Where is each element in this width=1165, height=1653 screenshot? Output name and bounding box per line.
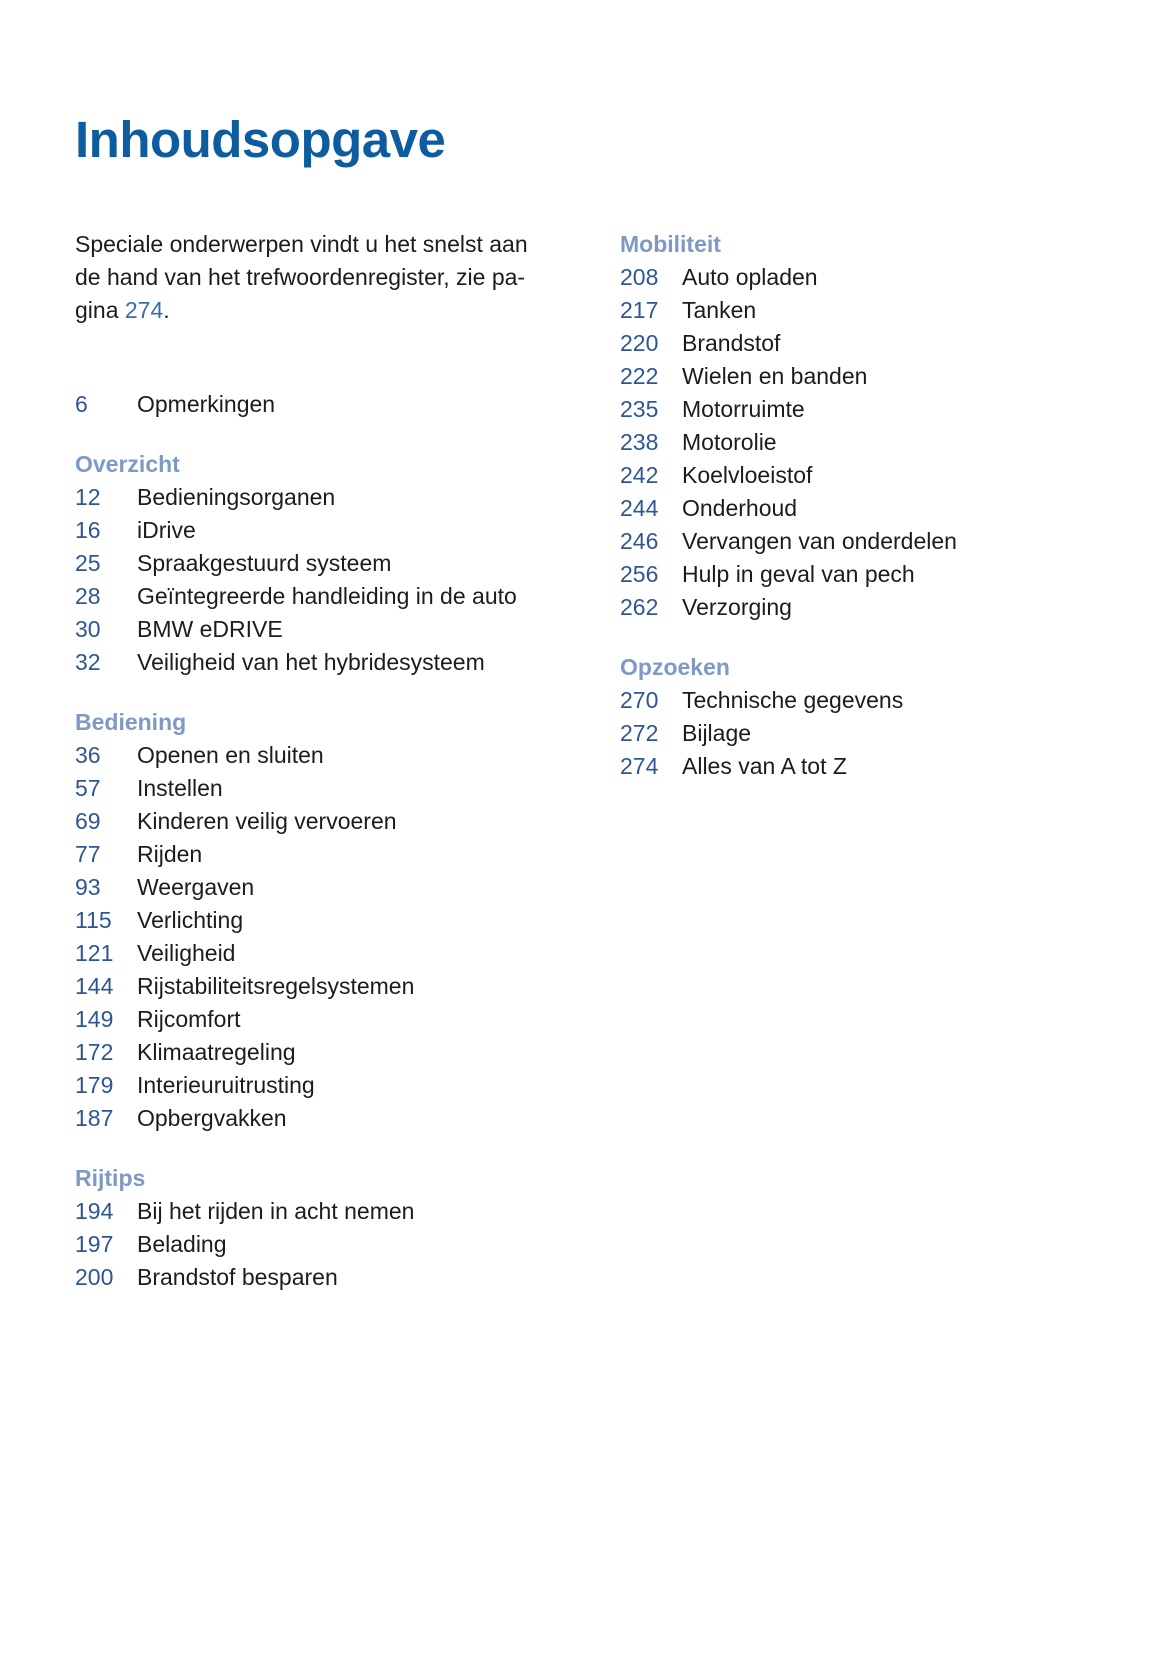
entry-label[interactable]: Motorolie: [682, 429, 777, 455]
toc-entry[interactable]: [75, 739, 555, 772]
toc-left-column: [75, 228, 555, 1294]
intro-line-suffix: .: [163, 297, 170, 323]
toc-entry[interactable]: [75, 805, 555, 838]
entry-label[interactable]: Verzorging: [682, 594, 792, 620]
entry-page-number[interactable]: 242: [620, 462, 659, 488]
entry-label[interactable]: Interieuruitrusting: [137, 1072, 315, 1098]
entry-label[interactable]: Tanken: [682, 297, 757, 323]
entry-label[interactable]: Veiligheid van het hybridesysteem: [137, 649, 485, 675]
intro-line-prefix: gina: [75, 297, 125, 323]
entry-label[interactable]: Spraakgestuurd systeem: [137, 550, 392, 576]
toc-entry[interactable]: [75, 838, 555, 871]
toc-entry[interactable]: [75, 388, 555, 421]
intro-line: Speciale onderwerpen vindt u het snelst aan: [75, 231, 528, 257]
toc-entry[interactable]: [620, 294, 1150, 327]
entry-page-number[interactable]: 179: [75, 1072, 114, 1098]
toc-entry[interactable]: [620, 717, 1150, 750]
toc-entry[interactable]: [620, 591, 1150, 624]
entry-label[interactable]: Wielen en banden: [682, 363, 868, 389]
entry-label[interactable]: Onderhoud: [682, 495, 798, 521]
entry-label[interactable]: Rijcomfort: [137, 1006, 241, 1032]
entry-label[interactable]: Opbergvakken: [137, 1105, 287, 1131]
entry-label[interactable]: Brandstof besparen: [137, 1264, 338, 1290]
toc-entry[interactable]: [75, 613, 555, 646]
entry-page-number[interactable]: 12: [75, 484, 101, 510]
toc-entry[interactable]: [75, 871, 555, 904]
entry-page-number[interactable]: 222: [620, 363, 659, 389]
entry-label[interactable]: Technische gegevens: [682, 687, 904, 713]
toc-entry[interactable]: [75, 904, 555, 937]
toc-entry[interactable]: [620, 525, 1150, 558]
toc-section: [620, 228, 1150, 624]
entry-label[interactable]: Opmerkingen: [137, 391, 276, 417]
toc-section: [75, 706, 555, 1135]
entry-page-number[interactable]: 187: [75, 1105, 114, 1131]
toc-entry[interactable]: [75, 646, 555, 679]
page-title: Inhoudsopgave: [75, 111, 446, 168]
entry-page-number[interactable]: 36: [75, 742, 101, 768]
entry-page-number[interactable]: 77: [75, 841, 101, 867]
toc-entry[interactable]: [620, 684, 1150, 717]
toc-entry[interactable]: [75, 1228, 555, 1261]
index-page-link[interactable]: 274: [124, 297, 164, 323]
toc-entry[interactable]: [620, 459, 1150, 492]
toc-right-blocks: [620, 228, 1150, 783]
intro-paragraph: [75, 228, 555, 327]
entry-label[interactable]: Rijden: [137, 841, 203, 867]
entry-page-number[interactable]: 144: [75, 973, 114, 999]
intro-line: [75, 294, 555, 327]
entry-page-number[interactable]: 246: [620, 528, 659, 554]
section-heading: Overzicht: [75, 451, 180, 477]
entry-label[interactable]: Weergaven: [137, 874, 255, 900]
entry-page-number[interactable]: 194: [75, 1198, 114, 1224]
entry-label[interactable]: Bijlage: [682, 720, 752, 746]
entry-label[interactable]: Instellen: [137, 775, 223, 801]
entry-page-number[interactable]: 28: [75, 583, 101, 609]
toc-entry[interactable]: [75, 1261, 555, 1294]
entry-label[interactable]: Verlichting: [137, 907, 244, 933]
entry-label[interactable]: Klimaatregeling: [137, 1039, 296, 1065]
section-heading: Mobiliteit: [620, 231, 721, 257]
entry-label[interactable]: Belading: [137, 1231, 227, 1257]
toc-entry[interactable]: [620, 426, 1150, 459]
entry-label[interactable]: Koelvloeistof: [682, 462, 813, 488]
entry-page-number[interactable]: 208: [620, 264, 659, 290]
entry-page-number[interactable]: 200: [75, 1264, 114, 1290]
entry-page-number[interactable]: 272: [620, 720, 659, 746]
entry-label[interactable]: Vervangen van onderdelen: [682, 528, 957, 554]
toc-right-column: [620, 228, 1150, 783]
entry-label[interactable]: Kinderen veilig vervoeren: [137, 808, 397, 834]
entry-label[interactable]: Bij het rijden in acht nemen: [137, 1198, 415, 1224]
toc-entry[interactable]: [620, 327, 1150, 360]
toc-entry[interactable]: [620, 393, 1150, 426]
toc-entry[interactable]: [620, 558, 1150, 591]
toc-entry[interactable]: [75, 547, 555, 580]
entry-label[interactable]: Hulp in geval van pech: [682, 561, 915, 587]
entry-label[interactable]: iDrive: [137, 517, 196, 543]
entry-page-number[interactable]: 121: [75, 940, 114, 966]
entry-label[interactable]: Bedieningsorganen: [137, 484, 336, 510]
entry-page-number[interactable]: 270: [620, 687, 659, 713]
entry-label[interactable]: Geïntegreerde handleiding in de auto: [137, 583, 517, 609]
entry-page-number[interactable]: 6: [75, 391, 88, 417]
toc-left-blocks: [75, 388, 555, 1294]
entry-label[interactable]: Veiligheid: [137, 940, 236, 966]
entry-page-number[interactable]: 69: [75, 808, 101, 834]
toc-entry[interactable]: [75, 937, 555, 970]
section-heading: Rijtips: [75, 1165, 146, 1191]
toc-entry[interactable]: [75, 772, 555, 805]
entry-page-number[interactable]: 217: [620, 297, 659, 323]
toc-entry[interactable]: [75, 1003, 555, 1036]
section-heading: Opzoeken: [620, 654, 730, 680]
toc-entry[interactable]: [620, 750, 1150, 783]
entry-page-number[interactable]: 25: [75, 550, 101, 576]
toc-entry[interactable]: [75, 514, 555, 547]
entry-page-number[interactable]: 220: [620, 330, 659, 356]
entry-label[interactable]: Openen en sluiten: [137, 742, 324, 768]
intro-line: de hand van het trefwoordenregister, zie pa-: [75, 264, 526, 290]
section-heading: Bediening: [75, 709, 187, 735]
toc-entry[interactable]: [75, 580, 555, 613]
entry-label[interactable]: Brandstof: [682, 330, 781, 356]
entry-label[interactable]: Alles van A tot Z: [682, 753, 847, 779]
entry-page-number[interactable]: 93: [75, 874, 101, 900]
entry-page-number[interactable]: 57: [75, 775, 101, 801]
entry-page-number[interactable]: 115: [75, 907, 112, 933]
toc-section: [75, 1162, 555, 1294]
entry-page-number[interactable]: 235: [620, 396, 659, 422]
entry-page-number[interactable]: 256: [620, 561, 659, 587]
entry-page-number[interactable]: 238: [620, 429, 659, 455]
toc-entry[interactable]: [620, 492, 1150, 525]
toc-entry[interactable]: [620, 360, 1150, 393]
entry-page-number[interactable]: 30: [75, 616, 101, 642]
entry-label[interactable]: BMW eDRIVE: [137, 616, 283, 642]
toc-entry[interactable]: [75, 481, 555, 514]
entry-page-number[interactable]: 172: [75, 1039, 114, 1065]
entry-label[interactable]: Rijstabiliteitsregelsystemen: [137, 973, 415, 999]
entry-page-number[interactable]: 274: [620, 753, 659, 779]
toc-entry[interactable]: [75, 1069, 555, 1102]
toc-entry[interactable]: [75, 970, 555, 1003]
toc-section: [620, 651, 1150, 783]
entry-label[interactable]: Motorruimte: [682, 396, 805, 422]
entry-page-number[interactable]: 149: [75, 1006, 114, 1032]
entry-label[interactable]: Auto opladen: [682, 264, 818, 290]
toc-entry[interactable]: [620, 261, 1150, 294]
toc-entry[interactable]: [75, 1036, 555, 1069]
toc-section: [75, 448, 555, 679]
toc-entry[interactable]: [75, 1195, 555, 1228]
entry-page-number[interactable]: 197: [75, 1231, 114, 1257]
toc-entry[interactable]: [75, 1102, 555, 1135]
entry-page-number[interactable]: 32: [75, 649, 101, 675]
entry-page-number[interactable]: 16: [75, 517, 101, 543]
entry-page-number[interactable]: 262: [620, 594, 659, 620]
toc-section: [75, 388, 555, 421]
entry-page-number[interactable]: 244: [620, 495, 659, 521]
